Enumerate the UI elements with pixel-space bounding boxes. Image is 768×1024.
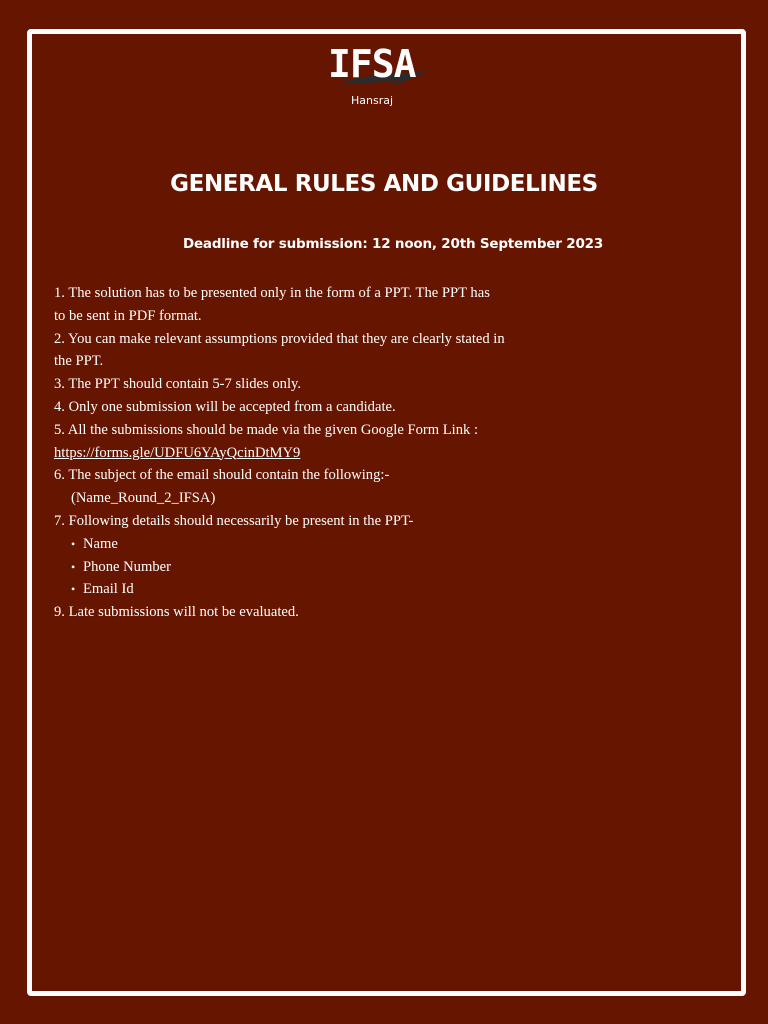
list-item: • Phone Number <box>54 556 594 579</box>
rule-1-line-1: 1. The solution has to be presented only in the form of a PPT. The PPT has <box>54 285 490 301</box>
rule-6-line-1: 6. The subject of the email should contain the following:- <box>54 467 390 484</box>
rule-3: 3. The PPT should contain 5-7 slides only. <box>54 376 302 393</box>
ifsa-logo <box>324 42 436 112</box>
bullet-icon: • <box>71 536 76 551</box>
rule-9: 9. Late submissions will not be evaluated. <box>54 604 299 621</box>
rule-4: 4. Only one submission will be accepted from a candidate. <box>54 398 396 415</box>
rule-7: 7. Following details should necessarily be present in the PPT- <box>54 512 414 529</box>
rules-list <box>54 282 594 624</box>
logo-subtitle: Hansraj <box>351 94 394 107</box>
list-item: • Name <box>54 533 594 556</box>
rule-6-line-2: (Name_Round_2_IFSA) <box>71 490 216 507</box>
bullet-icon: • <box>71 559 76 574</box>
rule-5-line-1: 5. All the submissions should be made via the given Google Form Link : <box>54 421 478 438</box>
deadline-text: Deadline for submission: 12 noon, 20th September 2023 <box>182 236 604 252</box>
list-item: • Email Id <box>54 578 594 601</box>
page-title: GENERAL RULES AND GUIDELINES <box>170 171 598 197</box>
google-form-link[interactable]: https://forms.gle/UDFU6YAyQcinDtMY9 <box>54 444 301 461</box>
rule-2-line-2: the PPT. <box>54 353 104 370</box>
rule-1-line-2: to be sent in PDF format. <box>54 307 202 324</box>
rule-2-line-1: 2. You can make relevant assumptions provided that they are clearly stated in <box>54 330 505 347</box>
bullet-icon: • <box>71 582 76 597</box>
logo-wordmark: IFSA <box>328 42 416 86</box>
